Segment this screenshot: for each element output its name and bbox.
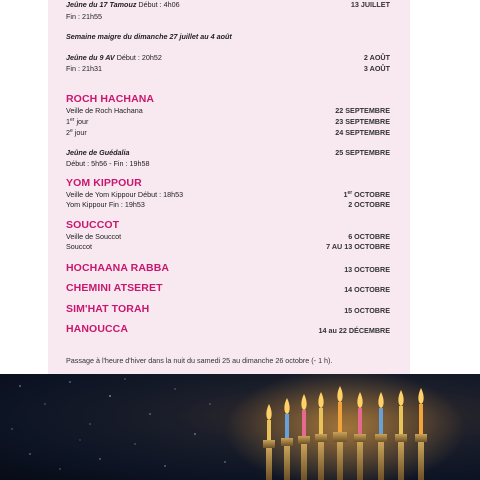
roch-row-2-date: 23 SEPTEMBRE: [335, 117, 390, 126]
kippour-row-2-date: 2 OCTOBRE: [348, 200, 390, 209]
guedalia-times-row: [66, 159, 390, 173]
menorah-photo: [0, 374, 480, 480]
av-end-label: Fin : 21h31: [66, 64, 102, 73]
menorah-illustration: [0, 374, 480, 480]
kippour-row-2: [66, 200, 390, 214]
simhat-row: [66, 303, 390, 319]
chemini-date: 14 OCTOBRE: [344, 285, 390, 294]
chemini-row: [66, 282, 390, 298]
winter-time-note: Passage à l'heure d'hiver dans la nuit du samedi 25 au dimanche 26 octobre (- 1 h).: [66, 356, 333, 365]
roch-row-3-label: 2e jour: [66, 128, 87, 137]
av-end-row: [66, 64, 390, 78]
souccot-row-1-label: Veille de Souccot: [66, 232, 122, 241]
kippour-row-1-date: 1er OCTOBRE: [343, 190, 390, 199]
lean-week-label: Semaine maigre du dimanche 27 juillet au 4 août: [66, 32, 232, 41]
roch-row-2-label: 1er jour: [66, 117, 89, 126]
hanoucca-row: [66, 323, 390, 339]
guedalia-title: Jeûne de Guédalia: [66, 148, 130, 157]
hochaana-row: [66, 262, 390, 278]
av-end-date: 3 AOÛT: [363, 64, 390, 73]
souccot-row-2-label: Souccot: [66, 242, 92, 251]
kippour-row-1-label: Veille de Yom Kippour Début : 18h53: [66, 190, 184, 199]
roch-row-3: [66, 128, 390, 142]
simhat-title: SIM'HAT TORAH: [66, 303, 150, 315]
souccot-row-2-date: 7 AU 13 OCTOBRE: [326, 242, 390, 251]
tamouz-date: 13 JUILLET: [350, 0, 390, 9]
hochaana-date: 13 OCTOBRE: [344, 265, 390, 274]
roch-row-1-date: 22 SEPTEMBRE: [335, 106, 390, 115]
hanoucca-date: 14 au 22 DÉCEMBRE: [318, 326, 390, 335]
lean-week-row: [66, 32, 390, 46]
roch-row-3-date: 24 SEPTEMBRE: [335, 128, 390, 137]
roch-hachana-title: ROCH HACHANA: [66, 93, 155, 105]
hanoucca-title: HANOUCCA: [66, 323, 129, 335]
tamouz-label: Jeûne du 17 Tamouz Début : 4h06: [66, 0, 180, 9]
av-label: Jeûne du 9 AV Début : 20h52: [66, 53, 162, 62]
kippour-row-2-label: Yom Kippour Fin : 19h53: [66, 200, 145, 209]
souccot-row-2: [66, 242, 390, 256]
roch-row-1-label: Veille de Roch Hachana: [66, 106, 143, 115]
chemini-title: CHEMINI ATSERET: [66, 282, 163, 294]
guedalia-times: Début : 5h56 - Fin : 19h58: [66, 159, 150, 168]
av-date: 2 AOÛT: [363, 53, 390, 62]
souccot-row-1-date: 6 OCTOBRE: [348, 232, 390, 241]
yom-kippour-title: YOM KIPPOUR: [66, 177, 142, 189]
tamouz-end-row: [66, 12, 390, 26]
simhat-date: 15 OCTOBRE: [344, 306, 390, 315]
tamouz-end-label: Fin : 21h55: [66, 12, 102, 21]
stars: [11, 378, 225, 469]
guedalia-date: 25 SEPTEMBRE: [335, 148, 390, 157]
hochaana-title: HOCHAANA RABBA: [66, 262, 170, 274]
souccot-title: SOUCCOT: [66, 219, 120, 231]
